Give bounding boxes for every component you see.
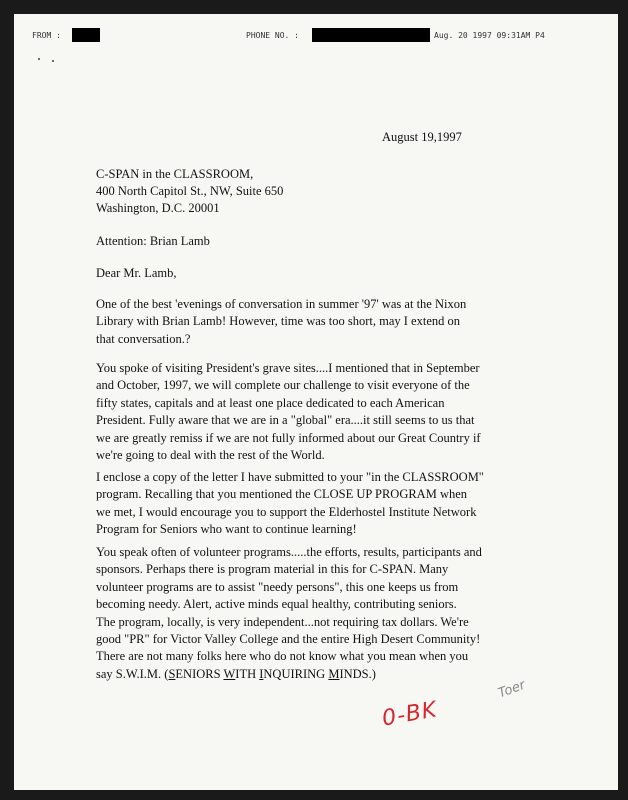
swim-word: ITH (235, 666, 260, 681)
swim-word: NQUIRING (263, 666, 329, 681)
redaction-bar (312, 28, 430, 42)
swim-prefix: say S.W.I.M. ( (96, 666, 169, 681)
text-line: fifty states, capitals and at least one place dedicated to each American (96, 395, 445, 410)
salutation: Dear Mr. Lamb, (96, 266, 177, 280)
paragraph-1 (96, 296, 466, 348)
speck (38, 58, 40, 60)
text-line: good "PR" for Victor Valley College and the entire High Desert Community! (96, 632, 481, 647)
speck (52, 60, 54, 62)
attention-line: Attention: Brian Lamb (96, 234, 210, 248)
address-line: Washington, D.C. 20001 (96, 201, 220, 215)
handwritten-red-mark: 0-BK (380, 697, 440, 732)
text-line: and October, 1997, we will complete our challenge to visit everyone of the (96, 378, 470, 393)
swim-initial: I (259, 666, 264, 681)
text-line: we are greatly remiss if we are not fully informed about our Great Country if (96, 430, 481, 445)
fax-phone-label: PHONE NO. : (246, 31, 299, 40)
swim-initial: W (223, 666, 236, 681)
text-line: we met, I would encourage you to support the Elderhostel Institute Network (96, 504, 477, 519)
text-line: sponsors. Perhaps there is program material in this for C-SPAN. Many (96, 562, 449, 577)
text-line: Library with Brian Lamb! However, time was too short, may I extend on (96, 314, 460, 329)
paragraph-3 (96, 469, 484, 539)
text-line: The program, locally, is very independent...not requiring tax dollars. We're (96, 614, 469, 629)
letter-page (14, 14, 618, 790)
address-line: C-SPAN in the CLASSROOM, (96, 167, 254, 181)
swim-word: ENIORS (175, 666, 224, 681)
swim-word: INDS (339, 666, 369, 681)
fax-header (14, 28, 618, 44)
text-line: volunteer programs are to assist "needy persons", this one keeps us from (96, 579, 459, 594)
paragraph-4 (96, 544, 482, 683)
swim-suffix: .) (368, 666, 376, 681)
redaction-bar (72, 28, 100, 42)
handwritten-pencil-mark: Toer (496, 677, 528, 702)
swim-initial: M (328, 666, 340, 681)
text-line: You speak often of volunteer programs.....the efforts, results, participants and (96, 545, 482, 559)
text-line: There are not many folks here who do not know what you mean when you (96, 649, 469, 664)
text-line: You spoke of visiting President's grave sites....I mentioned that in September (96, 361, 480, 375)
recipient-address (96, 166, 283, 217)
paragraph-2 (96, 360, 481, 464)
text-line: that conversation.? (96, 331, 191, 346)
swim-initial: S (168, 666, 176, 681)
text-line: program. Recalling that you mentioned the CLOSE UP PROGRAM when (96, 487, 468, 502)
text-line: we're going to deal with the rest of the World. (96, 448, 325, 463)
text-line: One of the best 'evenings of conversation in summer '97' was at the Nixon (96, 297, 467, 311)
text-line: I enclose a copy of the letter I have submitted to your "in the CLASSROOM" (96, 470, 484, 484)
text-line: President. Fully aware that we are in a "global" era....it still seems to us that (96, 413, 475, 428)
text-line: Program for Seniors who want to continue learning! (96, 522, 357, 537)
address-line: 400 North Capitol St., NW, Suite 650 (96, 184, 284, 198)
text-line: becoming needy. Alert, active minds equal healthy, contributing seniors. (96, 597, 457, 612)
fax-timestamp: Aug. 20 1997 09:31AM P4 (434, 31, 545, 40)
fax-from-label: FROM : (32, 31, 61, 40)
letter-date: August 19,1997 (382, 130, 462, 144)
text-line-swim (96, 666, 482, 683)
